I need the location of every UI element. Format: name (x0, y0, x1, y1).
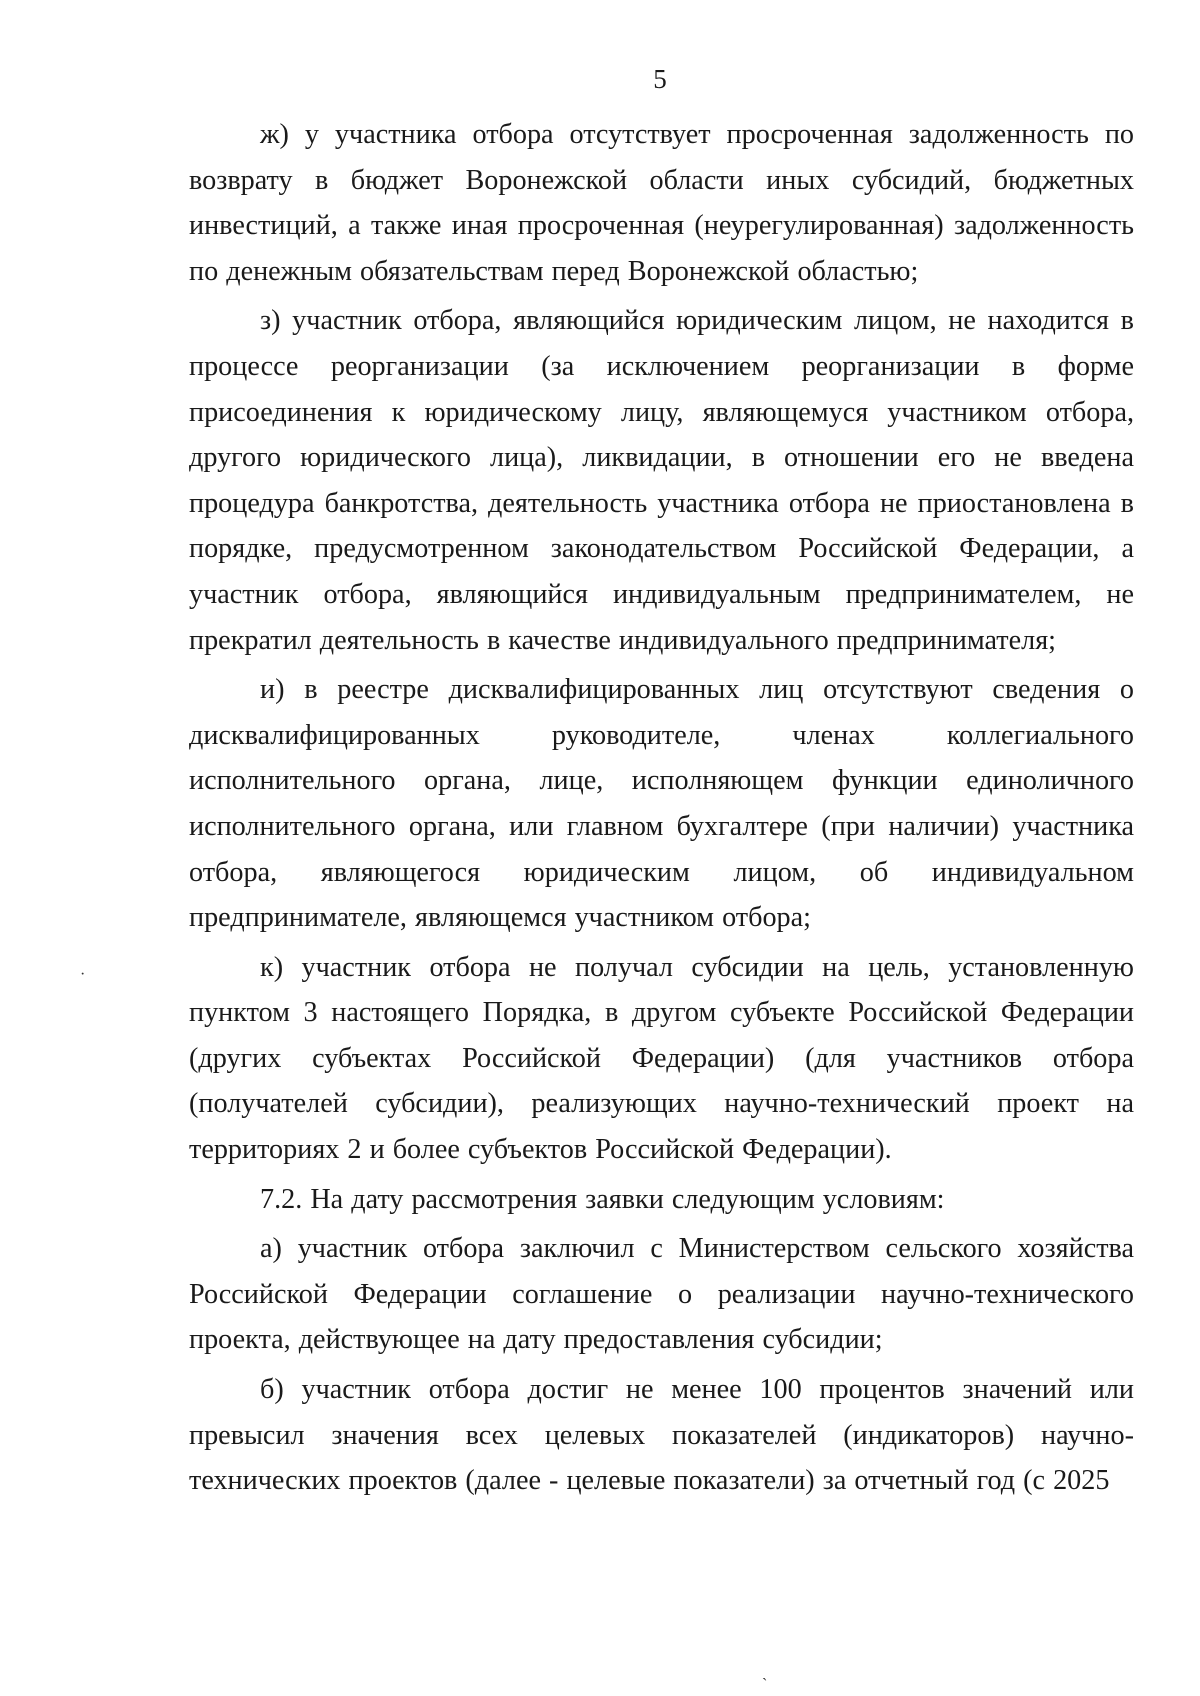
paragraph-z: з) участник отбора, являющийся юридическим лицом, не находится в процессе реорганизации (за исключением реорганизации в форме присоединения к юридическому лицу, являющемуся участником отбора, другого юридического лица), ликвидации, в отношении его не введена процедура банкротства, деятельность участника отбора не приостановлена в порядке, предусмотренном законодательством Российской Федерации, а участник отбора, являющийся индивидуальным предпринимателем, не прекратил деятельность в качестве индивидуального предпринимателя; (189, 305, 1134, 656)
paragraph-b: б) участник отбора достиг не менее 100 процентов значений или превысил значения всех целевых показателей (индикаторов) научно-технических проектов (далее - целевые показатели) за отчетный год (с 2025 (189, 1374, 1134, 1497)
section-7-2-heading: 7.2. На дату рассмотрения заявки следующим условиям: (260, 1183, 945, 1215)
scan-speck: · (80, 966, 86, 983)
document-body (189, 112, 1134, 1504)
paragraph-a: а) участник отбора заключил с Министерством сельского хозяйства Российской Федерации соглашение о реализации научно-технического проекта, действующее на дату предоставления субсидии; (189, 1233, 1134, 1356)
paragraph-k: к) участник отбора не получал субсидии на цель, установленную пунктом 3 настоящего Порядка, в другом субъекте Российской Федерации (других субъектах Российской Федерации) (для участников отбора (получателей субсидии), реализующих научно-технический проект на территориях 2 и более субъектов Российской Федерации). (189, 951, 1134, 1166)
paragraph-i: и) в реестре дисквалифицированных лиц отсутствуют сведения о дисквалифицированных руководителе, членах коллегиального исполнительного органа, лице, исполняющем функции единоличного исполнительного органа, или главном бухгалтере (при наличии) участника отбора, являющегося юридическим лицом, об индивидуальном предпринимателе, являющемся участником отбора; (189, 674, 1134, 934)
page-number: 5 (653, 64, 667, 94)
paragraph-zh: ж) у участника отбора отсутствует просроченная задолженность по возврату в бюджет Воронежской области иных субсидий, бюджетных инвестиций, а также иная просроченная (неурегулированная) задолженность по денежным обязательствам перед Воронежской областью; (189, 119, 1134, 287)
scan-speck: ˏ (762, 1664, 768, 1681)
